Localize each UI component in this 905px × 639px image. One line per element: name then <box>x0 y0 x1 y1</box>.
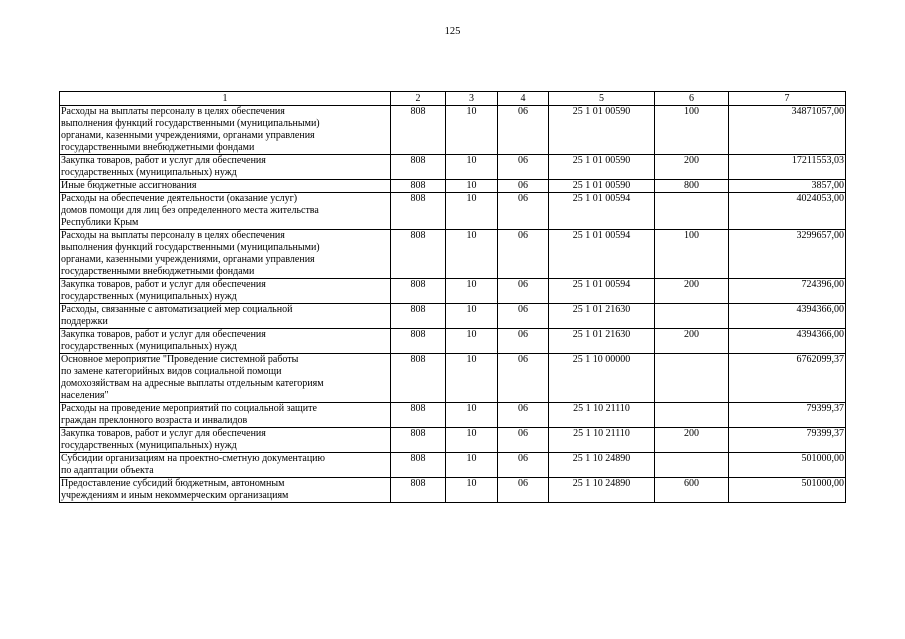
amount-cell: 3857,00 <box>729 180 846 193</box>
code-cell-2: 808 <box>391 230 446 279</box>
expense-name-cell <box>60 329 391 354</box>
expense-name-cell <box>60 478 391 503</box>
code-cell-3: 10 <box>446 329 498 354</box>
code-cell-6: 800 <box>655 180 729 193</box>
code-cell-5: 25 1 01 00594 <box>549 279 655 304</box>
code-cell-6: 200 <box>655 329 729 354</box>
code-cell-4: 06 <box>498 478 549 503</box>
code-cell-6 <box>655 354 729 403</box>
expense-name-cell <box>60 106 391 155</box>
expense-name-cell <box>60 403 391 428</box>
code-cell-3: 10 <box>446 193 498 230</box>
code-cell-3: 10 <box>446 106 498 155</box>
code-cell-2: 808 <box>391 403 446 428</box>
expense-name-line: Закупка товаров, работ и услуг для обеспечения <box>61 279 266 290</box>
code-cell-4: 06 <box>498 180 549 193</box>
code-cell-4: 06 <box>498 230 549 279</box>
expense-name-line: Закупка товаров, работ и услуг для обеспечения <box>61 428 266 439</box>
amount-cell: 34871057,00 <box>729 106 846 155</box>
code-cell-2: 808 <box>391 304 446 329</box>
expense-name-line: Расходы на обеспечение деятельности (оказание услуг) <box>61 193 298 204</box>
code-cell-4: 06 <box>498 354 549 403</box>
amount-cell: 501000,00 <box>729 478 846 503</box>
expense-name-line: Расходы, связанные с автоматизацией мер социальной <box>61 304 293 315</box>
expense-name-line: государственных (муниципальных) нужд <box>61 291 237 302</box>
expense-name-line: Закупка товаров, работ и услуг для обеспечения <box>61 155 266 166</box>
table-row <box>60 478 846 503</box>
code-cell-3: 10 <box>446 478 498 503</box>
code-cell-6: 600 <box>655 478 729 503</box>
expense-name-line: Основное мероприятие "Проведение системной работы <box>61 354 299 365</box>
code-cell-3: 10 <box>446 453 498 478</box>
code-cell-2: 808 <box>391 453 446 478</box>
expense-name-cell <box>60 155 391 180</box>
expense-name-line: поддержки <box>61 316 108 327</box>
code-cell-3: 10 <box>446 155 498 180</box>
code-cell-4: 06 <box>498 193 549 230</box>
code-cell-2: 808 <box>391 329 446 354</box>
expense-name-line: государственных (муниципальных) нужд <box>61 440 237 451</box>
table-row <box>60 279 846 304</box>
table-row <box>60 329 846 354</box>
code-cell-2: 808 <box>391 428 446 453</box>
code-cell-2: 808 <box>391 354 446 403</box>
code-cell-4: 06 <box>498 279 549 304</box>
code-cell-3: 10 <box>446 304 498 329</box>
code-cell-2: 808 <box>391 193 446 230</box>
expense-name-line: органами, казенными учреждениями, органами управления <box>61 254 315 265</box>
column-header-4: 4 <box>498 92 549 106</box>
amount-cell: 79399,37 <box>729 403 846 428</box>
expense-name-cell <box>60 354 391 403</box>
code-cell-5: 25 1 01 00594 <box>549 230 655 279</box>
table-body <box>60 106 846 503</box>
table-row <box>60 403 846 428</box>
expense-name-cell <box>60 428 391 453</box>
expense-name-line: государственных (муниципальных) нужд <box>61 341 237 352</box>
amount-cell: 4394366,00 <box>729 329 846 354</box>
code-cell-2: 808 <box>391 478 446 503</box>
amount-cell: 724396,00 <box>729 279 846 304</box>
table-row <box>60 230 846 279</box>
code-cell-2: 808 <box>391 279 446 304</box>
column-header-5: 5 <box>549 92 655 106</box>
expense-name-line: учреждениям и иным некоммерческим организациям <box>61 490 289 501</box>
table-row <box>60 354 846 403</box>
code-cell-2: 808 <box>391 180 446 193</box>
code-cell-4: 06 <box>498 155 549 180</box>
code-cell-3: 10 <box>446 428 498 453</box>
amount-cell: 3299657,00 <box>729 230 846 279</box>
code-cell-5: 25 1 10 21110 <box>549 403 655 428</box>
code-cell-6: 100 <box>655 106 729 155</box>
code-cell-6: 200 <box>655 155 729 180</box>
amount-cell: 501000,00 <box>729 453 846 478</box>
expense-name-line: Субсидии организациям на проектно-сметную документацию <box>61 453 325 464</box>
code-cell-2: 808 <box>391 155 446 180</box>
expense-name-line: государственными внебюджетными фондами <box>61 266 255 277</box>
expense-name-line: граждан преклонного возраста и инвалидов <box>61 415 248 426</box>
expense-name-cell <box>60 180 391 193</box>
code-cell-6: 200 <box>655 279 729 304</box>
code-cell-4: 06 <box>498 403 549 428</box>
code-cell-6: 200 <box>655 428 729 453</box>
expense-name-cell <box>60 193 391 230</box>
code-cell-6 <box>655 193 729 230</box>
code-cell-6: 100 <box>655 230 729 279</box>
expense-name-line: по адаптации объекта <box>61 465 154 476</box>
expense-name-line: населения" <box>61 390 109 401</box>
table-row <box>60 180 846 193</box>
code-cell-6 <box>655 453 729 478</box>
amount-cell: 6762099,37 <box>729 354 846 403</box>
expense-name-line: выполнения функций государственными (муниципальными) <box>61 118 320 129</box>
expense-name-line: Республики Крым <box>61 217 139 228</box>
expense-name-line: государственными внебюджетными фондами <box>61 142 255 153</box>
column-header-7: 7 <box>729 92 846 106</box>
expense-name-line: Иные бюджетные ассигнования <box>61 180 197 191</box>
expense-name-line: по замене категорийных видов социальной помощи <box>61 366 282 377</box>
code-cell-5: 25 1 10 24890 <box>549 453 655 478</box>
column-header-3: 3 <box>446 92 498 106</box>
expense-name-line: Предоставление субсидий бюджетным, автономным <box>61 478 285 489</box>
table-header-row <box>60 92 846 106</box>
code-cell-5: 25 1 10 21110 <box>549 428 655 453</box>
code-cell-5: 25 1 10 24890 <box>549 478 655 503</box>
expense-name-line: домов помощи для лиц без определенного места жительства <box>61 205 319 216</box>
expense-name-line: Закупка товаров, работ и услуг для обеспечения <box>61 329 266 340</box>
expense-name-line: органами, казенными учреждениями, органами управления <box>61 130 315 141</box>
expense-name-cell <box>60 304 391 329</box>
code-cell-2: 808 <box>391 106 446 155</box>
amount-cell: 4024053,00 <box>729 193 846 230</box>
column-header-2: 2 <box>391 92 446 106</box>
page-number: 125 <box>444 26 461 37</box>
table-row <box>60 304 846 329</box>
code-cell-5: 25 1 01 21630 <box>549 329 655 354</box>
code-cell-4: 06 <box>498 106 549 155</box>
code-cell-5: 25 1 01 21630 <box>549 304 655 329</box>
table-row <box>60 428 846 453</box>
code-cell-5: 25 1 01 00590 <box>549 155 655 180</box>
table-row <box>60 193 846 230</box>
code-cell-3: 10 <box>446 354 498 403</box>
code-cell-4: 06 <box>498 304 549 329</box>
code-cell-3: 10 <box>446 279 498 304</box>
code-cell-3: 10 <box>446 230 498 279</box>
code-cell-4: 06 <box>498 428 549 453</box>
expense-name-line: домохозяйствам на адресные выплаты отдельным категориям <box>61 378 324 389</box>
code-cell-3: 10 <box>446 403 498 428</box>
code-cell-4: 06 <box>498 453 549 478</box>
code-cell-6 <box>655 304 729 329</box>
amount-cell: 79399,37 <box>729 428 846 453</box>
code-cell-3: 10 <box>446 180 498 193</box>
table-row <box>60 106 846 155</box>
expense-name-line: государственных (муниципальных) нужд <box>61 167 237 178</box>
code-cell-5: 25 1 01 00590 <box>549 180 655 193</box>
code-cell-5: 25 1 01 00590 <box>549 106 655 155</box>
code-cell-5: 25 1 01 00594 <box>549 193 655 230</box>
expense-name-cell <box>60 230 391 279</box>
amount-cell: 4394366,00 <box>729 304 846 329</box>
budget-table <box>59 91 846 503</box>
amount-cell: 17211553,03 <box>729 155 846 180</box>
expense-name-cell <box>60 279 391 304</box>
code-cell-5: 25 1 10 00000 <box>549 354 655 403</box>
expense-name-cell <box>60 453 391 478</box>
expense-name-line: Расходы на выплаты персоналу в целях обеспечения <box>61 230 285 241</box>
column-header-6: 6 <box>655 92 729 106</box>
expense-name-line: выполнения функций государственными (муниципальными) <box>61 242 320 253</box>
column-header-1: 1 <box>60 92 391 106</box>
table-row <box>60 155 846 180</box>
table-row <box>60 453 846 478</box>
code-cell-6 <box>655 403 729 428</box>
expense-name-line: Расходы на выплаты персоналу в целях обеспечения <box>61 106 285 117</box>
code-cell-4: 06 <box>498 329 549 354</box>
expense-name-line: Расходы на проведение мероприятий по социальной защите <box>61 403 317 414</box>
